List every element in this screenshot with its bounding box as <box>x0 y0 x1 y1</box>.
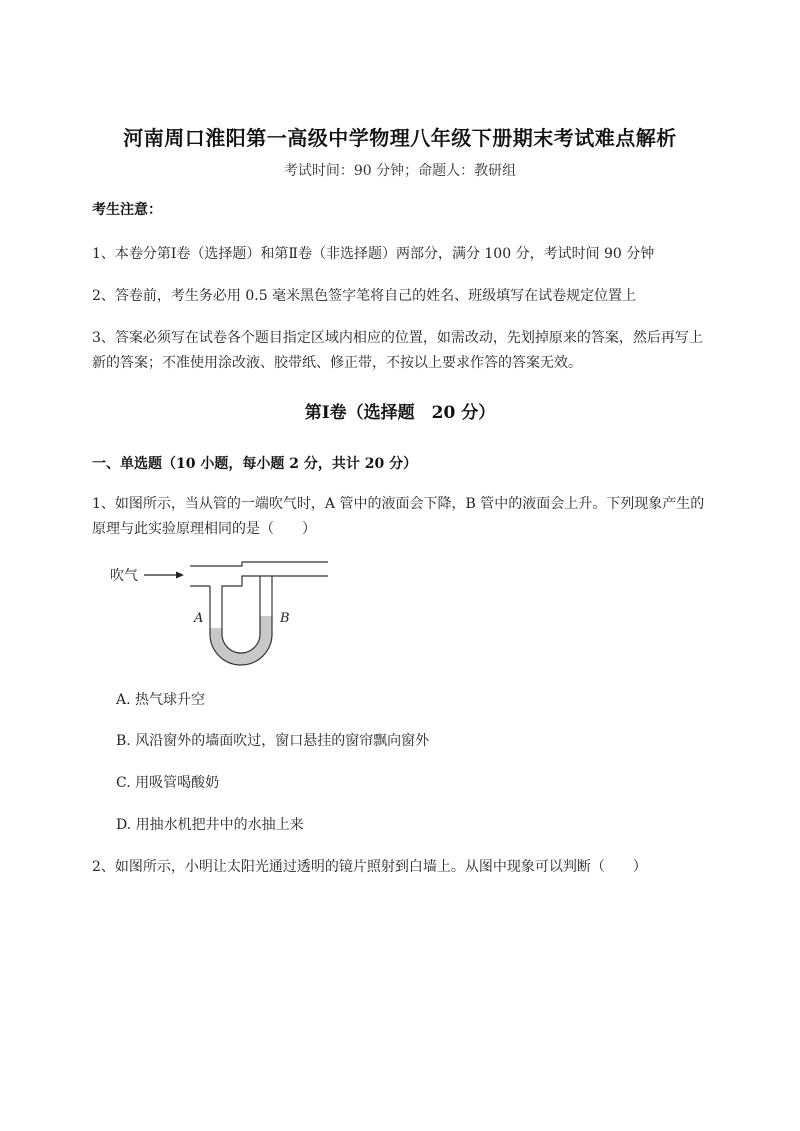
tube-bottom-wall <box>190 576 328 586</box>
tube-top-wall <box>190 562 328 566</box>
label-b: B <box>280 611 290 626</box>
notice-item-2: 2、答卷前，考生务必用 0.5 毫米黑色签字笔将自己的姓名、班级填写在试卷规定位置上 <box>92 288 637 304</box>
option-d[interactable]: D. 用抽水机把井中的水抽上来 <box>116 817 304 833</box>
blow-label: 吹气 <box>110 568 138 584</box>
u-tube-inner <box>222 576 260 653</box>
notice-item-1: 1、本卷分第Ⅰ卷（选择题）和第Ⅱ卷（非选择题）两部分，满分 100 分，考试时间 90 分钟 <box>92 246 655 262</box>
question-1-text: 1、如图所示，当从管的一端吹气时，A 管中的液面会下降，B 管中的液面会上升。下列现象产生的原理与此实验原理相同的是（ ） <box>92 496 705 537</box>
section-title: 第Ⅰ卷（选择题 20 分） <box>304 403 496 423</box>
exam-info: 考试时间：90 分钟；命题人：教研组 <box>283 163 517 179</box>
option-b[interactable]: B. 风沿窗外的墙面吹过，窗口悬挂的窗帘飘向窗外 <box>116 733 430 749</box>
notice-item-3: 3、答案必须写在试卷各个题目指定区域内相应的位置，如需改动，先划掉原来的答案，然后再写上新的答案；不准使用涂改液、胶带纸、修正带，不按以上要求作答的答案无效。 <box>92 330 703 371</box>
arrow-head-icon <box>176 572 184 579</box>
page-title: 河南周口淮阳第一高级中学物理八年级下册期末考试难点解析 <box>123 126 677 150</box>
notice-heading: 考生注意： <box>92 202 162 218</box>
option-c[interactable]: C. 用吸管喝酸奶 <box>116 775 220 791</box>
label-a: A <box>194 611 204 626</box>
liquid <box>210 616 272 665</box>
question-2-text: 2、如图所示，小明让太阳光通过透明的镜片照射到白墙上。从图中现象可以判断（ ） <box>92 859 647 875</box>
part-heading: 一、单选题（10 小题，每小题 2 分，共计 20 分） <box>92 456 418 472</box>
option-a[interactable]: A. 热气球升空 <box>116 692 206 708</box>
u-tube-figure <box>110 556 340 666</box>
